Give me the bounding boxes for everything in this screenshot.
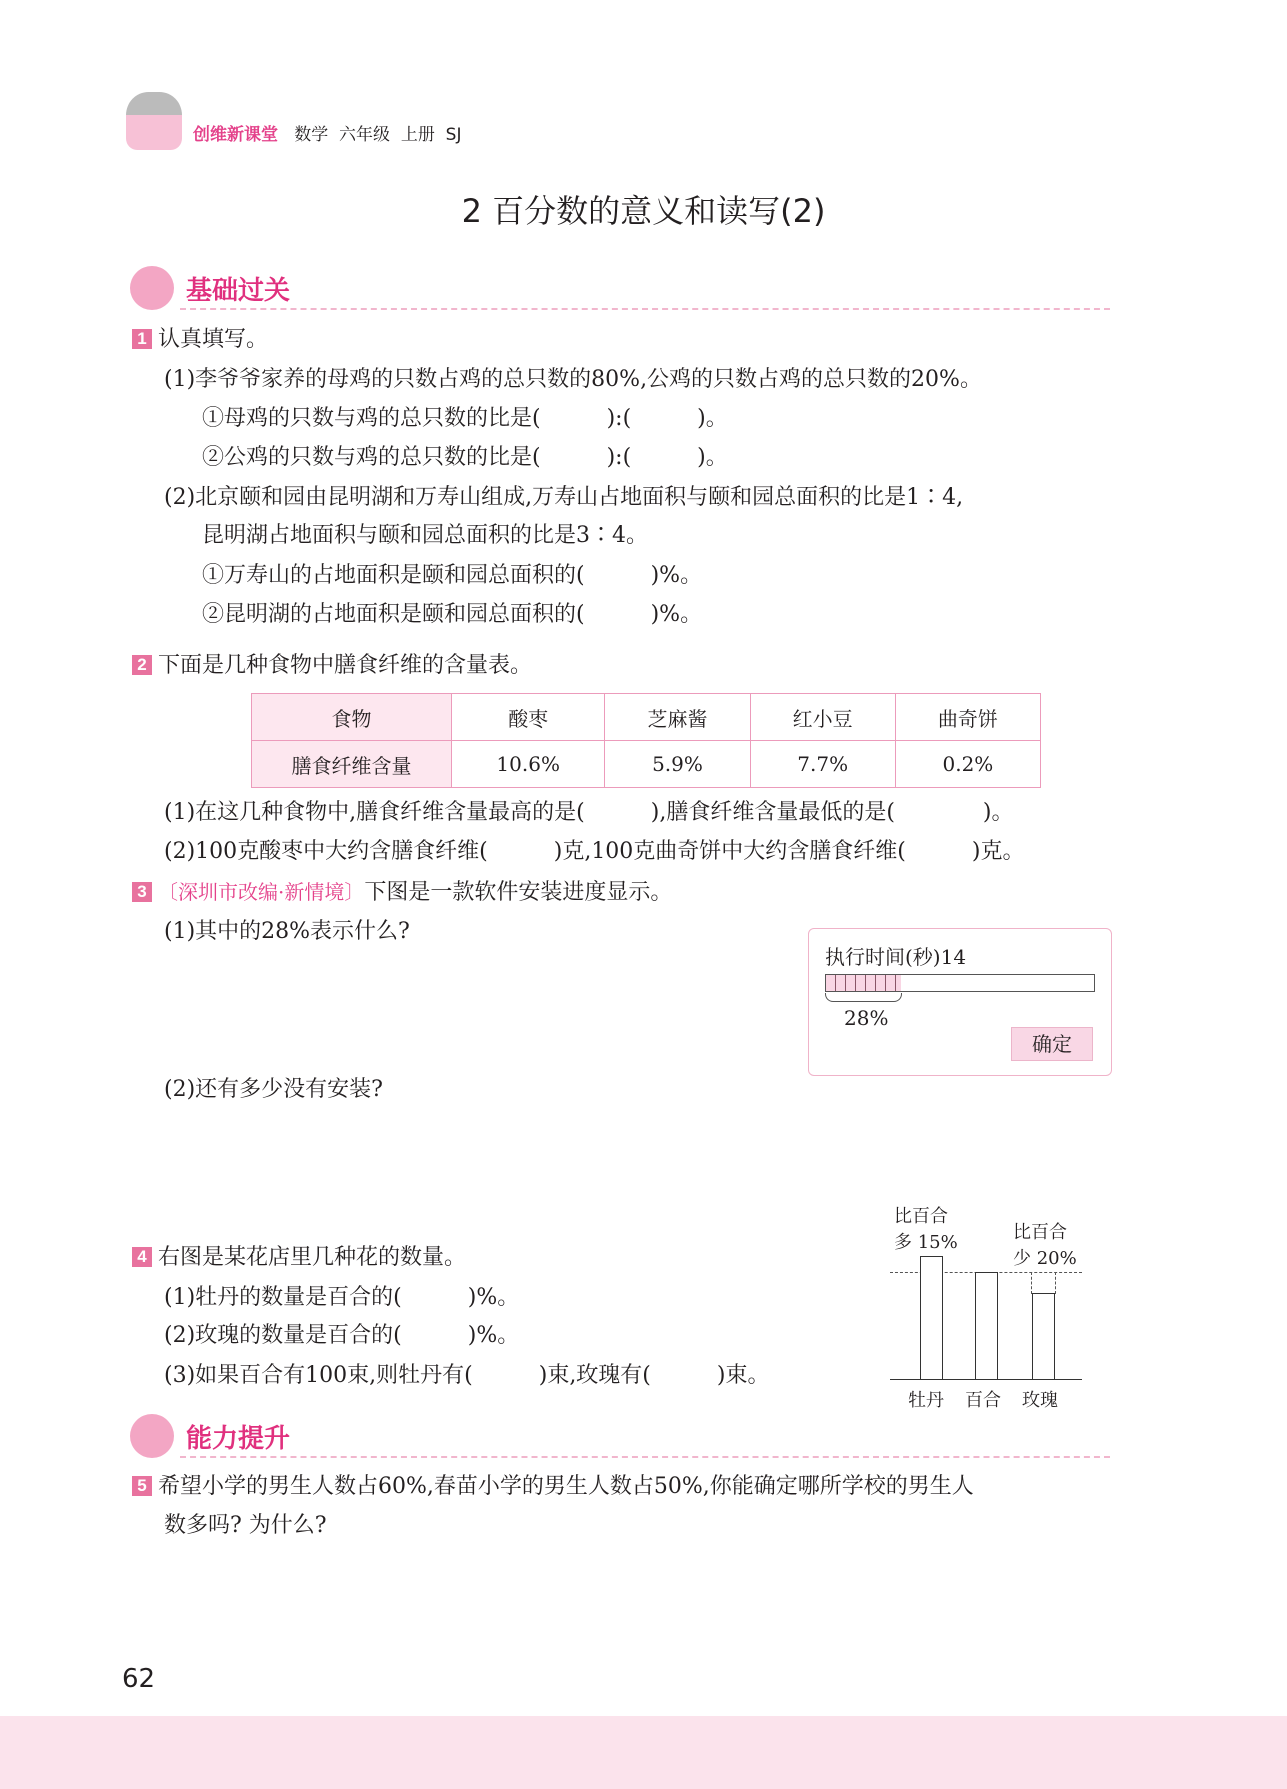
- annotation: 比百合: [894, 1206, 948, 1227]
- q1-part1b: ②公鸡的只数与鸡的总只数的比是( ):( )。: [202, 445, 728, 470]
- annotation: 少 20%: [1013, 1248, 1077, 1269]
- section-divider: [180, 308, 1110, 310]
- install-progress-dialog: [808, 928, 1112, 1076]
- running-header: [193, 120, 461, 145]
- section-badge-icon: [130, 1414, 174, 1458]
- progress-percent: 28%: [844, 1006, 889, 1030]
- table-cell: 食物: [252, 694, 452, 741]
- progress-bar: [825, 974, 1095, 992]
- progress-fill: [826, 975, 901, 991]
- question-stem: 认真填写。: [158, 327, 269, 352]
- table-header-row: [252, 694, 1041, 741]
- q2-part1: (1)在这几种食物中,膳食纤维含量最高的是( ),膳食纤维含量最低的是( )。: [164, 800, 1014, 825]
- page-number: 62: [122, 1664, 156, 1694]
- q1-part2a: ①万寿山的占地面积是颐和园总面积的( )%。: [202, 563, 703, 588]
- confirm-button[interactable]: 确定: [1011, 1027, 1093, 1061]
- q5-line2: 数多吗? 为什么?: [164, 1513, 327, 1538]
- question-5: [132, 1473, 974, 1501]
- q1-part1: (1)李爷爷家养的母鸡的只数占鸡的总只数的80%,公鸡的只数占鸡的总只数的20%。: [164, 367, 982, 392]
- annotation: 多 15%: [894, 1232, 958, 1253]
- table-cell: 5.9%: [605, 741, 750, 788]
- reference-drop: [1031, 1272, 1056, 1294]
- question-tag: 〔深圳市改编·新情境〕: [158, 880, 365, 904]
- question-3: [132, 878, 672, 907]
- edition: SJ: [445, 125, 462, 145]
- subject: 数学: [294, 125, 329, 145]
- section-title-advanced: 能力提升: [186, 1424, 291, 1454]
- q3-part2: (2)还有多少没有安装?: [164, 1077, 383, 1102]
- question-4: [132, 1244, 466, 1272]
- bar-玫瑰: [1032, 1293, 1055, 1379]
- grade: 六年级: [339, 125, 391, 145]
- question-1: [132, 326, 268, 354]
- bar-百合: [975, 1272, 998, 1379]
- question-number: 3: [132, 882, 152, 902]
- bar-牡丹: [920, 1256, 943, 1379]
- question-number: 4: [132, 1247, 152, 1267]
- x-label: 玫瑰: [1022, 1390, 1058, 1411]
- q3-part1: (1)其中的28%表示什么?: [164, 919, 410, 944]
- table-cell: 芝麻酱: [605, 694, 750, 741]
- x-label: 牡丹: [908, 1390, 944, 1411]
- q1-part2-cont: 昆明湖占地面积与颐和园总面积的比是3∶4。: [202, 523, 648, 548]
- footer-band: [0, 1716, 1287, 1789]
- question-stem: 下面是几种食物中膳食纤维的含量表。: [158, 653, 533, 678]
- question-stem: 希望小学的男生人数占60%,春苗小学的男生人数占50%,你能确定哪所学校的男生人: [158, 1474, 974, 1499]
- section-divider: [180, 1456, 1110, 1458]
- table-cell: 7.7%: [750, 741, 895, 788]
- page-title: 2 百分数的意义和读写(2): [461, 192, 826, 230]
- section-badge-icon: [130, 266, 174, 310]
- series-name: 创维新课堂: [193, 125, 278, 145]
- q1-part1a: ①母鸡的只数与鸡的总只数的比是( ):( )。: [202, 406, 728, 431]
- table-cell: 曲奇饼: [895, 694, 1040, 741]
- table-row: [252, 741, 1041, 788]
- flower-bar-chart: [880, 1196, 1090, 1416]
- x-axis: [890, 1379, 1082, 1380]
- q1-part2b: ②昆明湖的占地面积是颐和园总面积的( )%。: [202, 602, 703, 627]
- table-cell: 膳食纤维含量: [252, 741, 452, 788]
- table-cell: 红小豆: [750, 694, 895, 741]
- elapsed-time-label: 执行时间(秒)14: [825, 945, 967, 969]
- question-stem: 右图是某花店里几种花的数量。: [158, 1245, 467, 1270]
- question-number: 1: [132, 329, 152, 349]
- annotation: 比百合: [1013, 1222, 1067, 1243]
- fiber-table: [251, 693, 1041, 788]
- q4-part1: (1)牡丹的数量是百合的( )%。: [164, 1285, 520, 1310]
- volume: 上册: [400, 125, 435, 145]
- q4-part2: (2)玫瑰的数量是百合的( )%。: [164, 1323, 520, 1348]
- mascot-logo: [126, 92, 182, 150]
- table-cell: 酸枣: [452, 694, 605, 741]
- x-label: 百合: [965, 1390, 1001, 1411]
- question-number: 2: [132, 655, 152, 675]
- q1-part2: (2)北京颐和园由昆明湖和万寿山组成,万寿山占地面积与颐和园总面积的比是1∶4,: [164, 485, 964, 510]
- brace-icon: [825, 993, 902, 1002]
- table-cell: 10.6%: [452, 741, 605, 788]
- q4-part3: (3)如果百合有100束,则牡丹有( )束,玫瑰有( )束。: [164, 1363, 770, 1388]
- section-title-basic: 基础过关: [186, 276, 291, 306]
- question-stem: 下图是一款软件安装进度显示。: [364, 880, 673, 905]
- question-number: 5: [132, 1476, 152, 1496]
- question-2: [132, 652, 532, 680]
- table-cell: 0.2%: [895, 741, 1040, 788]
- q2-part2: (2)100克酸枣中大约含膳食纤维( )克,100克曲奇饼中大约含膳食纤维( )克。: [164, 839, 1025, 864]
